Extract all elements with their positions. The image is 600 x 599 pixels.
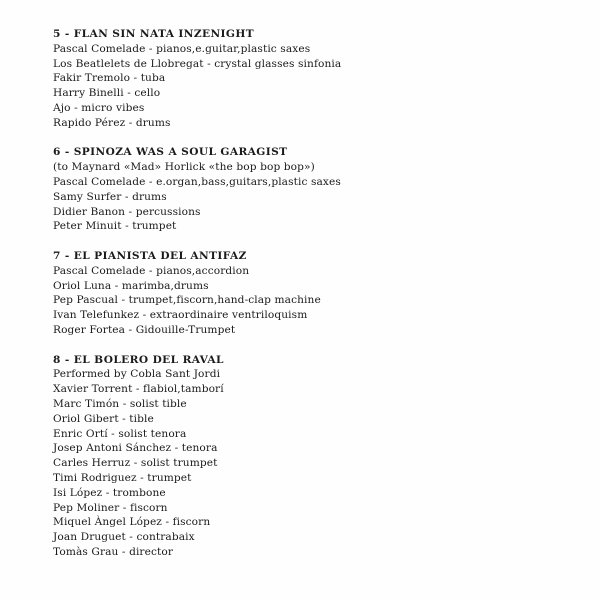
credit-line: Pep Moliner - fiscorn xyxy=(53,501,168,514)
track-7 xyxy=(53,249,573,338)
track-title: 8 - EL BOLERO DEL RAVAL xyxy=(53,353,224,366)
credit-line: Ajo - micro vibes xyxy=(53,101,145,114)
credit-line: Roger Fortea - Gidouille-Trumpet xyxy=(53,323,236,336)
track-8 xyxy=(53,353,573,560)
credit-line: Timi Rodriguez - trumpet xyxy=(53,471,192,484)
credit-line: Rapido Pérez - drums xyxy=(53,116,171,129)
credit-line: Carles Herruz - solist trumpet xyxy=(53,457,218,470)
credit-line: Los Beatlelets de Llobregat - crystal glasses sinfonia xyxy=(53,57,342,70)
credit-line: Josep Antoni Sánchez - tenora xyxy=(53,442,218,455)
performer-line: Performed by Cobla Sant Jordi xyxy=(53,368,221,381)
credit-line: Oriol Gibert - tible xyxy=(53,412,154,425)
credit-line: Joan Druguet - contrabaix xyxy=(53,531,195,544)
credit-line: Pep Pascual - trumpet,fiscorn,hand-clap machine xyxy=(53,294,321,307)
credit-line: Pascal Comelade - pianos,accordion xyxy=(53,264,250,277)
credit-line: Harry Binelli - cello xyxy=(53,87,161,100)
track-5 xyxy=(53,27,573,131)
credit-line: Enric Ortí - solist tenora xyxy=(53,427,187,440)
credit-line: Oriol Luna - marimba,drums xyxy=(53,279,209,292)
credit-line: Isi López - trombone xyxy=(53,486,166,499)
track-credits xyxy=(53,27,573,574)
credit-line: Pascal Comelade - e.organ,bass,guitars,plastic saxes xyxy=(53,175,341,188)
track-title: 7 - EL PIANISTA DEL ANTIFAZ xyxy=(53,249,247,262)
credit-line: Peter Minuit - trumpet xyxy=(53,220,177,233)
dedication-line: (to Maynard «Mad» Horlick «the bop bop bop») xyxy=(53,161,315,174)
credit-line: Xavier Torrent - flabiol,tamborí xyxy=(53,383,224,396)
track-title: 5 - FLAN SIN NATA INZENIGHT xyxy=(53,28,255,40)
credit-line: Didier Banon - percussions xyxy=(53,205,201,218)
track-6 xyxy=(53,145,573,234)
credit-line: Miquel Àngel López - fiscorn xyxy=(53,516,211,529)
track-title: 6 - SPINOZA WAS A SOUL GARAGIST xyxy=(53,146,288,159)
credit-line: Fakir Tremolo - tuba xyxy=(53,72,166,85)
credit-line: Samy Surfer - drums xyxy=(53,190,167,203)
credit-line: Pascal Comelade - pianos,e.guitar,plastic saxes xyxy=(53,42,311,55)
credit-line: Tomàs Grau - director xyxy=(53,545,174,558)
credit-line: Marc Timón - solist tible xyxy=(53,397,187,410)
credit-line: Ivan Telefunkez - extraordinaire ventriloquism xyxy=(53,309,308,322)
